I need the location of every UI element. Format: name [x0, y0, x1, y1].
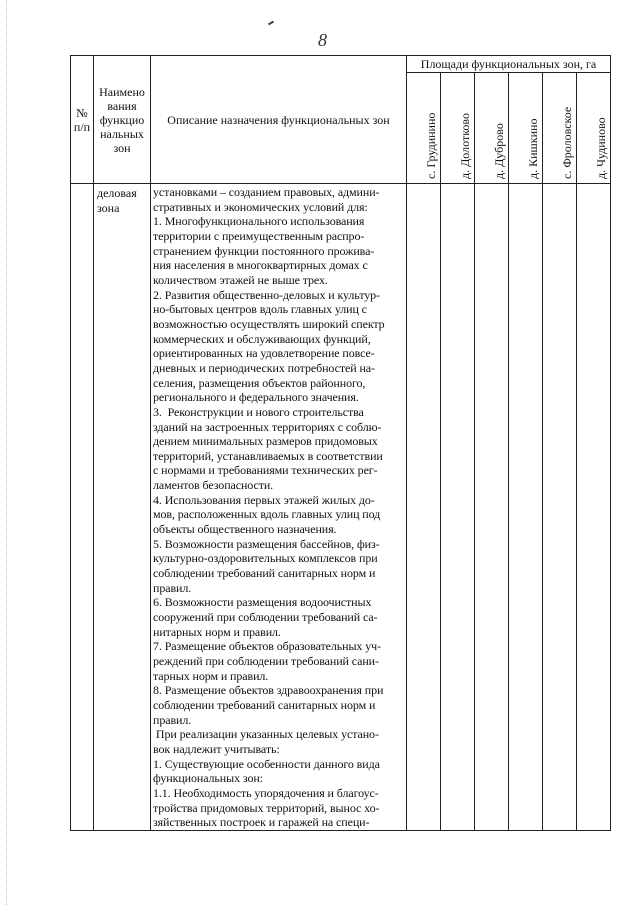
- description-line: 7. Размещение объектов образовательных уч-: [153, 639, 381, 654]
- description-line: количеством этажей не выше трех.: [153, 272, 328, 287]
- description-line: нитарных норм и правил.: [153, 624, 281, 639]
- table-row: [71, 184, 611, 831]
- description-line: 4. Использования первых этажей жилых до-: [153, 492, 375, 507]
- description-line: реждений при соблюдении требований сани-: [153, 654, 379, 668]
- header-village: д. Кишкино: [509, 73, 543, 184]
- scan-mark: [268, 21, 274, 26]
- description-line: сооружений при соблюдении требований са-: [153, 610, 378, 625]
- description-line: коммерческих и обслуживающих функций,: [153, 331, 371, 346]
- description-line: 1. Многофункционального использования: [153, 214, 365, 229]
- description-line: зданий на застроенных территориях с соблю-: [153, 419, 382, 434]
- description-line: ориентированных на удовлетворение повсе-: [153, 346, 375, 361]
- description-line: ламентов безопасности.: [153, 478, 274, 493]
- description-line: При реализации указанных целевых устано-: [153, 727, 379, 742]
- description-line: 1.1. Необходимость упорядочения и благоус-: [153, 785, 379, 800]
- description-line: регионального и федерального значения.: [153, 390, 359, 405]
- header-village: д. Долотково: [441, 73, 475, 184]
- description-line: с нормами и требованиями технических рег-: [153, 463, 378, 478]
- description-line: соблюдении требований санитарных норм и: [153, 697, 376, 712]
- description-line: странением функции постоянного прожива-: [153, 243, 375, 258]
- header-num: № п/п: [71, 56, 94, 184]
- description-line: тройства придомовых территорий, вынос хо-: [153, 800, 380, 815]
- description-line: вок надлежит учитывать:: [153, 741, 280, 756]
- description-line: ния населения в многоквартирных домах с: [153, 258, 368, 273]
- description-line: 6. Возможности размещения водоочистных: [153, 595, 372, 610]
- description-line: правил.: [153, 580, 192, 595]
- description-line: селения, размещения объектов районного,: [153, 375, 366, 390]
- row-num: [71, 184, 94, 831]
- zone-description: [151, 184, 407, 831]
- header-description: Описание назначения функциональных зон: [151, 56, 407, 184]
- area-value: [577, 184, 611, 831]
- area-value: [509, 184, 543, 831]
- description-line: правил.: [153, 712, 192, 727]
- zone-name: деловая зона: [94, 184, 151, 831]
- area-value: [441, 184, 475, 831]
- header-village: д. Чудиново: [577, 73, 611, 184]
- description-line: зяйственных построек и гаражей на специ-: [153, 815, 370, 830]
- area-value: [407, 184, 441, 831]
- functional-zones-table: [70, 55, 611, 831]
- description-line: но-бытовых центров вдоль главных улиц с: [153, 302, 367, 317]
- header-village: с. Фроловское: [543, 73, 577, 184]
- description-line: объекты общественного назначения.: [153, 522, 337, 537]
- description-line: соблюдении требований санитарных норм и: [153, 566, 376, 581]
- page-number: 8: [318, 30, 327, 50]
- description-line: дневных и периодических потребностей на-: [153, 360, 375, 375]
- header-village: д. Дуброво: [475, 73, 509, 184]
- description-line: культурно-оздоровительных комплексов при: [153, 551, 378, 566]
- header-zone-name: Наимено вания функцио нальных зон: [94, 56, 151, 184]
- header-village: с. Грудинино: [407, 73, 441, 184]
- description-line: мов, расположенных вдоль главных улиц под: [153, 507, 381, 522]
- description-lines: [153, 185, 404, 830]
- description-line: 8. Размещение объектов здравоохранения при: [153, 683, 384, 698]
- area-value: [475, 184, 509, 831]
- header-row-top: [71, 56, 611, 73]
- description-line: 3. Реконструкции и нового строительства: [153, 404, 364, 419]
- description-line: дением минимальных размеров придомовых: [153, 434, 378, 449]
- description-line: тарных норм и правил.: [153, 668, 269, 683]
- area-value: [543, 184, 577, 831]
- description-line: возможностью осуществлять широкий спектр: [153, 316, 385, 331]
- description-line: установками – созданием правовых, админи-: [153, 185, 380, 199]
- header-areas: Площади функциональных зон, га: [407, 56, 611, 73]
- description-line: 5. Возможности размещения бассейнов, физ-: [153, 536, 380, 551]
- description-line: территории с преимущественным распро-: [153, 228, 365, 243]
- description-line: 1. Существующие особенности данного вида: [153, 756, 380, 771]
- description-line: функциональных зон:: [153, 771, 263, 786]
- scan-edge: [6, 0, 8, 905]
- description-line: 2. Развития общественно-деловых и культур-: [153, 287, 380, 302]
- description-line: территорий, устанавливаемых в соответствии: [153, 448, 383, 463]
- description-line: стративных и экономических условий для:: [153, 199, 368, 214]
